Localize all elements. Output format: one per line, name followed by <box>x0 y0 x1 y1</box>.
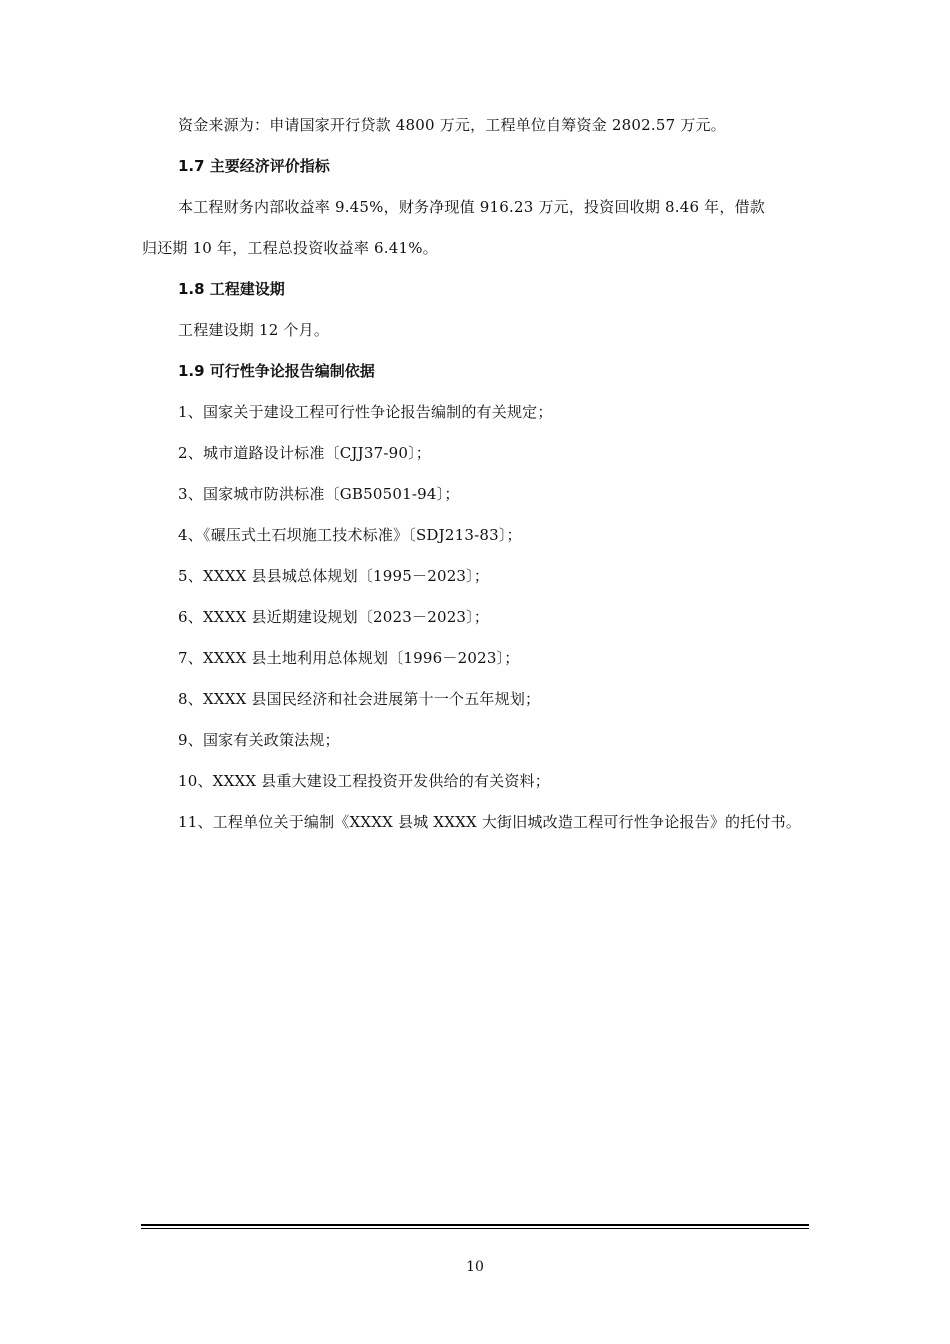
basis-list-item: 6、XXXX 县近期建设规划〔2023－2023〕； <box>178 608 490 626</box>
funding-source-text: 资金来源为：申请国家开行贷款 4800 万元，工程单位自筹资金 2802.57 万元。 <box>178 116 726 134</box>
basis-list-item: 1、国家关于建设工程可行性争论报告编制的有关规定； <box>178 403 553 421</box>
construction-period-text: 工程建设期 12 个月。 <box>178 321 330 339</box>
economics-text-line-2: 归还期 10 年，工程总投资收益率 6.41%。 <box>142 239 438 257</box>
basis-list-item: 7、XXXX 县土地利用总体规划〔1996－2023〕； <box>178 649 520 667</box>
economics-text-line-1: 本工程财务内部收益率 9.45%，财务净现值 916.23 万元，投资回收期 8.46 年，借款 <box>178 198 765 216</box>
basis-list-item: 5、XXXX 县县城总体规划〔1995－2023〕； <box>178 567 490 585</box>
section-heading-1-9: 1.9 可行性争论报告编制依据 <box>178 362 375 380</box>
basis-list-item: 2、城市道路设计标准〔CJJ37-90〕； <box>178 444 431 462</box>
basis-list-item: 11、工程单位关于编制《XXXX 县城 XXXX 大街旧城改造工程可行性争论报告》的托付书。 <box>178 813 802 831</box>
basis-list-item: 3、国家城市防洪标准〔GB50501-94〕； <box>178 485 460 503</box>
basis-list-item: 10、XXXX 县重大建设工程投资开发供给的有关资料； <box>178 772 550 790</box>
section-heading-1-7: 1.7 主要经济评价指标 <box>178 157 330 175</box>
basis-list-item: 8、XXXX 县国民经济和社会进展第十一个五年规划； <box>178 690 541 708</box>
page-number: 10 <box>466 1259 484 1275</box>
footer-rule-thin <box>141 1228 809 1229</box>
basis-list-item: 4、《碾压式土石坝施工技术标准》〔SDJ213-83〕； <box>178 526 522 544</box>
footer-rule <box>141 1224 809 1226</box>
section-heading-1-8: 1.8 工程建设期 <box>178 280 285 298</box>
basis-list-item: 9、国家有关政策法规； <box>178 731 340 749</box>
